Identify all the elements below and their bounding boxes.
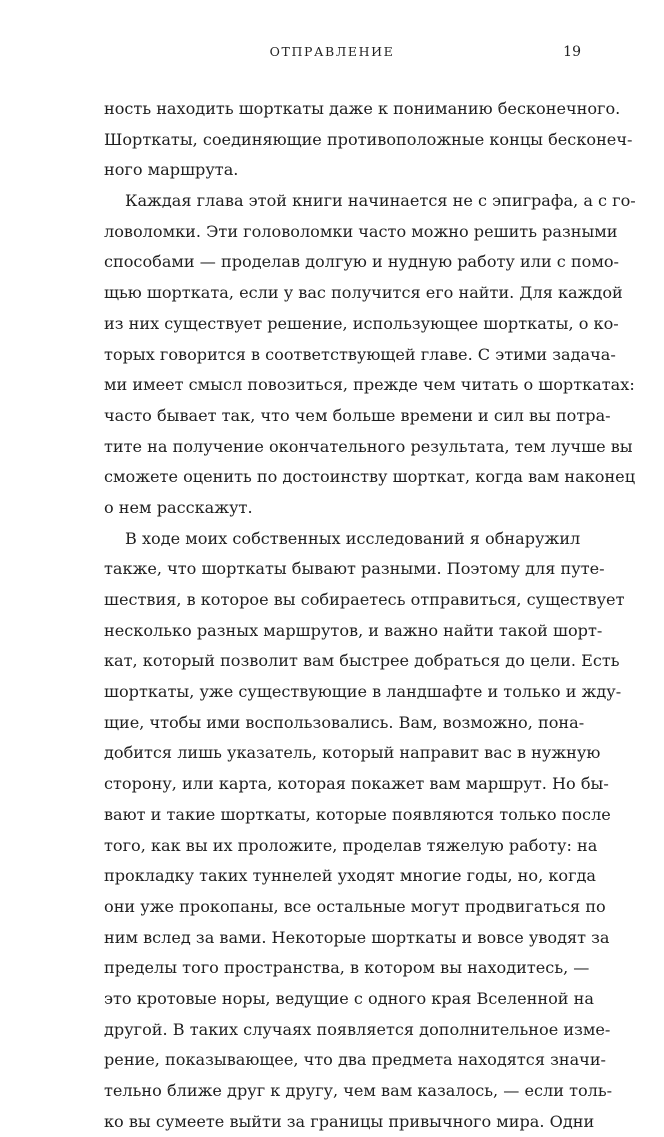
text-line: ко вы сумеете выйти за границы привычного мира. Одни (104, 1111, 595, 1131)
text-line: часто бывает так, что чем больше времени и сил вы потра- (104, 405, 611, 425)
text-line: ним вслед за вами. Некоторые шорткаты и вовсе уводят за (104, 927, 610, 947)
paragraph-first-line: В ходе моих собственных исследований я обнаружил (125, 528, 581, 548)
text-line: из них существует решение, использующее шорткаты, о ко- (104, 313, 619, 333)
text-line: пределы того пространства, в котором вы находитесь, — (104, 958, 590, 978)
text-line: сторону, или карта, которая покажет вам маршрут. Но бы- (104, 774, 609, 794)
text-line: это кротовые норы, ведущие с одного края Вселенной на (104, 988, 594, 1008)
text-line: ность находить шорткаты даже к пониманию бесконечного. (104, 99, 621, 118)
text-line: тите на получение окончательного результата, тем лучше вы (104, 436, 633, 456)
text-line: щью шорткатa, если у вас получится его найти. Для каждой (104, 283, 623, 303)
text-line: сможете оценить по достоинству шорткат, когда вам наконец (104, 467, 636, 487)
body-text (104, 94, 636, 1137)
page-number: 19 (563, 44, 581, 60)
text-line: щие, чтобы ими воспользовались. Вам, возможно, пона- (104, 712, 585, 732)
text-line: Шорткаты, соединяющие противоположные концы бесконеч- (104, 129, 633, 149)
text-line: кат, который позволит вам быстрее добраться до цели. Есть (104, 651, 620, 671)
text-line: ного маршрута. (104, 160, 239, 180)
text-line: прокладку таких туннелей уходят многие годы, но, когда (104, 866, 597, 886)
text-line: несколько разных маршрутов, и важно найти такой шорт- (104, 620, 603, 640)
text-line: они уже прокопаны, все остальные могут продвигаться по (104, 896, 606, 916)
text-line: торых говорится в соответствующей главе. С этими задача- (104, 344, 616, 364)
text-line: также, что шорткаты бывают разными. Поэтому для путе- (104, 559, 605, 579)
text-line: рение, показывающее, что два предмета находятся значи- (104, 1050, 606, 1070)
text-line: шествия, в которое вы собираетесь отправиться, существует (104, 590, 625, 609)
text-line: другой. В таких случаях появляется дополнительное изме- (104, 1019, 611, 1039)
paragraph-first-line: Каждая глава этой книги начинается не с эпиграфа, а с го- (125, 191, 636, 211)
text-line: добится лишь указатель, который направит вас в нужную (104, 743, 601, 763)
text-line: вают и такие шорткаты, которые появляются только после (104, 804, 611, 824)
text-line: тельно ближе друг к другу, чем вам казалось, — если толь- (104, 1081, 613, 1100)
text-line: ловоломки. Эти головоломки часто можно решить разными (104, 221, 618, 241)
text-line: ми имеет смысл повозиться, прежде чем читать о шорткатах: (104, 375, 635, 395)
text-line: того, как вы их проложите, проделав тяжелую работу: на (104, 835, 598, 855)
text-line: шорткаты, уже существующие в ландшафте и только и жду- (104, 682, 622, 702)
running-head (0, 40, 664, 64)
running-title: ОТПРАВЛЕНИЕ (269, 44, 395, 59)
text-line: о нем расскажут. (104, 497, 253, 517)
text-line: способами — проделав долгую и нудную работу или с помо- (104, 252, 619, 272)
